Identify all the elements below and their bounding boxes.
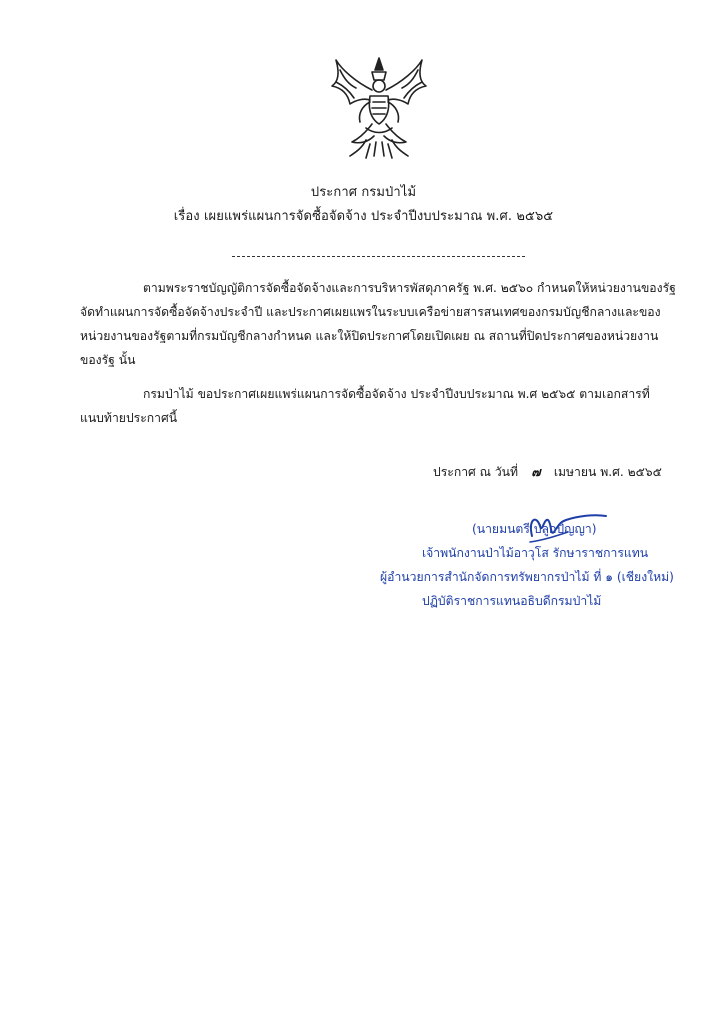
signatory-position: เจ้าพนักงานป่าไม้อาวุโส รักษาราชการแทน — [422, 546, 649, 560]
paragraph-1-line: ของรัฐ นั้น — [80, 353, 136, 367]
date-day: ๗ — [531, 465, 541, 479]
garuda-emblem-icon — [326, 52, 432, 162]
paragraph-2-line: แนบท้ายประกาศนี้ — [80, 411, 178, 425]
signatory-acting-for: ปฏิบัติราชการแทนอธิบดีกรมป่าไม้ — [422, 594, 602, 608]
announcement-date — [433, 463, 662, 482]
signatory-name: (นายมนตรี ปลูกปัญญา) — [472, 522, 597, 536]
handwritten-signature — [470, 506, 620, 554]
paragraph-1-line: หน่วยงานของรัฐตามที่กรมบัญชีกลางกำหนด และให้ปิดประกาศโดยเปิดเผย ณ สถานที่ปิดประกาศของหน่วยงาน — [80, 329, 659, 343]
signatory-office: ผู้อำนวยการสำนักจัดการทรัพยากรป่าไม้ ที่ ๑ (เชียงใหม่) — [380, 570, 674, 584]
paragraph-1-line: จัดทำแผนการจัดซื้อจัดจ้างประจำปี และประกาศเผยแพรในระบบเครือข่ายสารสนเทศของกรมบัญชีกลางและของ — [80, 305, 661, 319]
date-month-year: เมษายน พ.ศ. ๒๕๖๕ — [553, 465, 662, 479]
date-prefix: ประกาศ ณ วันที่ — [433, 465, 519, 479]
divider-line — [232, 256, 525, 257]
paragraph-1 — [80, 276, 674, 372]
paragraph-1-line: ตามพระราชบัญญัติการจัดซื้อจัดจ้างและการบริหารพัสดุภาครัฐ พ.ศ. ๒๕๖๐ กำหนดให้หน่วยงานของรัฐ — [143, 281, 676, 295]
paragraph-2-line: กรมป่าไม้ ขอประกาศเผยแพร่แผนการจัดซื้อจัดจ้าง ประจำปีงบประมาณ พ.ศ ๒๕๖๕ ตามเอกสารที่ — [143, 387, 650, 401]
announcement-subject: เรื่อง เผยแพร่แผนการจัดซื้อจัดจ้าง ประจำปีงบประมาณ พ.ศ. ๒๕๖๕ — [173, 209, 554, 224]
paragraph-2 — [80, 382, 674, 430]
announcement-title: ประกาศ กรมป่าไม้ — [310, 185, 417, 200]
